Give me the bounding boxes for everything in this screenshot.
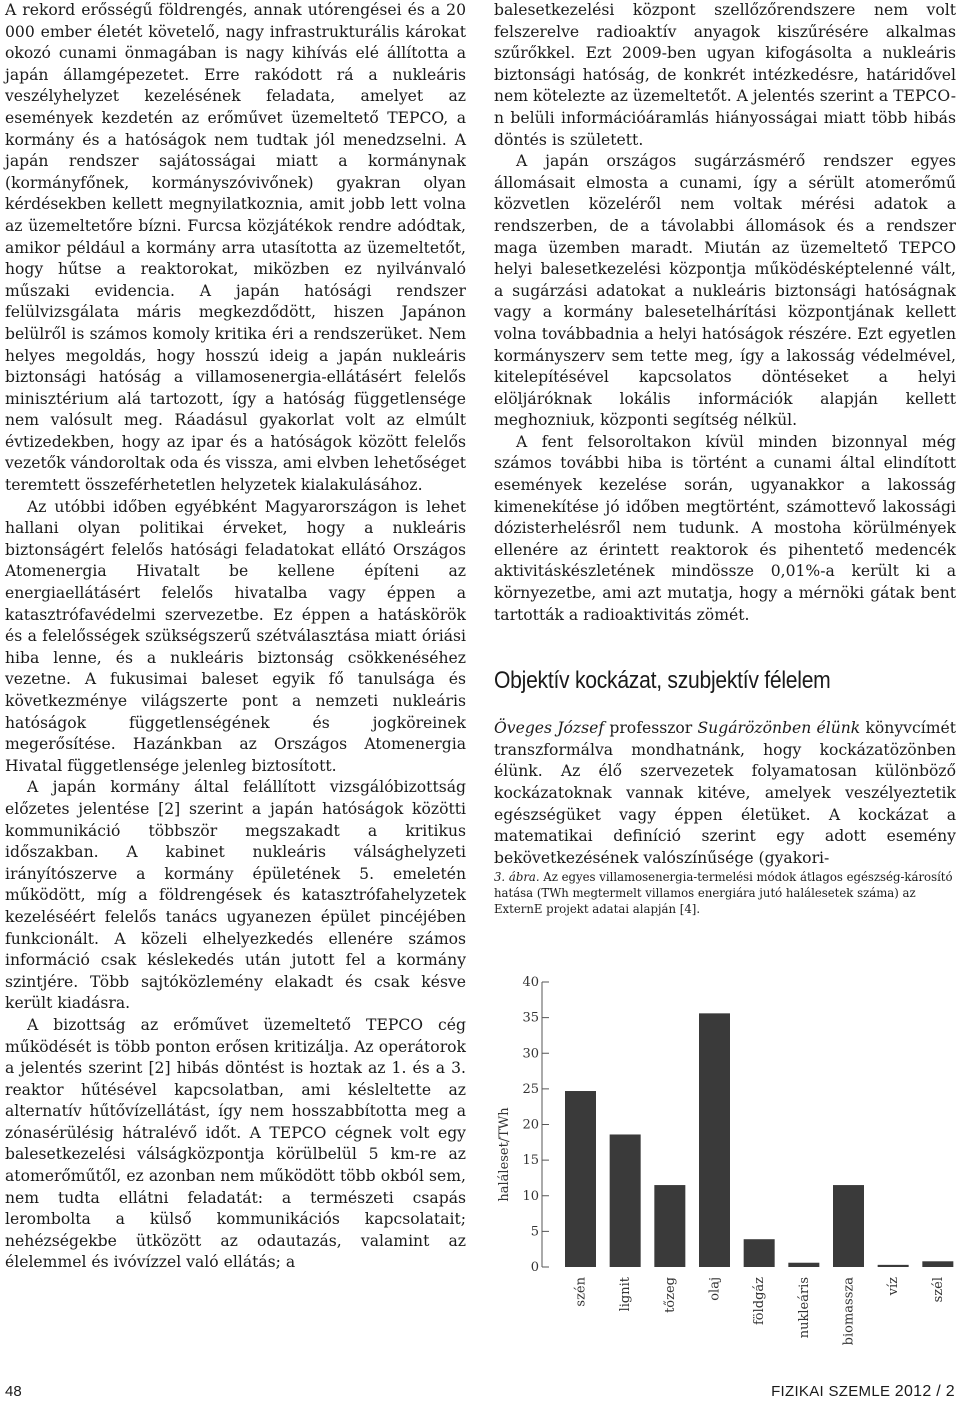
book-title: Sugárözönben élünk xyxy=(697,719,861,738)
bar-6 xyxy=(833,1185,864,1267)
x-tick-label: tőzeg xyxy=(662,1277,678,1313)
journal-issue: 2012 / 2 xyxy=(894,1383,955,1400)
paragraph: A bizottság az erőművet üzemeltető TEPCO cég működését is több ponton erősen kritizálja. Az operátorok a jelentés szerint [2] hibás döntést is hoztak az 1. és a 3. reaktor hűtésével kapcsolatban, ami késleltette az alternatív hűtővízellátást, így nem hosszabbította meg a zónasérülésig hátralévő időt. A TEPCO cégnek volt egy balesetkezelési válságközpontja körülbelül 5 km-re az atomerőműtől, ez azonban nem működött több okból sem, nem tudta ellátni feladatát: a természeti csapás lerombolta a külső kommunikációs kapcsolatait; nehézségekbe ütközött az odautazás, valamint az élelemmel és ivóvízzel való ellátás; a xyxy=(5,1015,466,1272)
bar-3 xyxy=(699,1013,730,1267)
bar-5 xyxy=(788,1263,819,1267)
x-tick-label: víz xyxy=(886,1277,902,1296)
section-paragraph xyxy=(494,718,956,869)
bar-chart xyxy=(492,965,954,1347)
x-tick-label: biomassza xyxy=(841,1277,857,1346)
journal-footer xyxy=(771,1383,955,1401)
y-tick-label: 10 xyxy=(522,1188,539,1204)
figure-caption-text: Az egyes villamosenergia-termelési módok átlagos egészség-károsító hatása (TWh megtermelt villamos energiára jutó halálesetek száma) az ExternE projekt adatai alapján [4]. xyxy=(494,870,953,917)
x-tick-label: földgáz xyxy=(752,1277,768,1326)
x-tick-label: olaj xyxy=(707,1277,723,1301)
bar-7 xyxy=(878,1265,909,1267)
bar-8 xyxy=(922,1261,953,1267)
y-tick-label: 20 xyxy=(522,1117,539,1133)
page-number: 48 xyxy=(5,1383,22,1400)
bar-0 xyxy=(565,1091,596,1267)
paragraph: A japán kormány által felállított vizsgálóbizottság előzetes jelentése [2] szerint a japán hatóságok közötti kommunikáció többször megszakadt a kritikus időszakban. A kabinet nukleáris válsághelyzeti irányítószerve a kormány épületének 5. emeletén működött, míg a földrengések és katasztrófahelyzetek kezeléséért felelős tanács ugyanezen épület pincéjében funkcionált. A közeli elhelyezkedés ellenére számos információ csak késlekedés után jutott fel a kormány szintjére. Több sajtóközlemény elakadt és csak késve került kiadásra. xyxy=(5,778,466,1013)
y-tick-label: 30 xyxy=(522,1046,539,1062)
x-tick-label: szél xyxy=(930,1277,946,1303)
author-name: Öveges József xyxy=(494,719,605,738)
y-tick-label: 0 xyxy=(530,1260,539,1275)
left-column xyxy=(5,0,466,1274)
y-axis-title: haláleset/TWh xyxy=(497,1107,512,1202)
x-tick-label: nukleáris xyxy=(796,1277,812,1339)
figure-label: 3. ábra. xyxy=(494,870,540,885)
right-column xyxy=(494,0,956,917)
paragraph: balesetkezelési központ szellőzőrendszere nem volt felszerelve radioaktív anyagok kiszűrésére alkalmas szűrőkkel. Ezt 2009-ben ugyan kifogásolta a nukleáris biztonsági hatóság, de konkrét intézkedésre, határidővel nem kötelezte az üzemeltetőt. A jelentés szerint a TEPCO-n belüli információáramlás hiányosságai miatt több hibás döntés is született. xyxy=(494,1,956,149)
text-run: könyvcímét transzformálva mondhatnánk, hogy kockázatözönben élünk. Az élő szervezetek folyamatosan különböző kockázatoknak vannak kitéve, amelyek veszélyeztetik egészségüket vagy éppen életüket. A kockázat a matematikai definíció szerint egy adott esemény bekövetkezésének valószínűsége (gyakori- xyxy=(494,719,956,867)
x-tick-label: lignit xyxy=(618,1277,634,1312)
y-tick-label: 15 xyxy=(522,1153,539,1169)
y-tick-label: 40 xyxy=(522,975,539,990)
section-title: Objektív kockázat, szubjektív félelem xyxy=(494,667,831,695)
x-tick-label: szén xyxy=(573,1277,589,1307)
figure-caption xyxy=(494,869,956,917)
paragraph: A rekord erősségű földrengés, annak utórengései és a 20 000 ember életét követelő, nagy infrastrukturális károkat okozó cunami önmagában is nagy kihívás elé állította a japán államgépezetet. Erre rakódott rá a nukleáris veszélyhelyzet kezelésének feladata, amelyet az események kezdetén az erőművet üzemeltető TEPCO, a kormány és a hatóságok nem tudtak jól menedzselni. A japán rendszer sajátosságai miatt a kormánynak (kormányfőnek, kormányszóvivőnek) gyakran olyan kérdésekben kellett megnyilatkoznia, amit jobb lett volna az üzemeltetőre bízni. Furcsa közjátékok rendre adódtak, amikor például a kormány arra utasította az üzemeltetőt, hogy hűtse a reaktorokat, miközben ez nyilvánvaló műszaki evidencia. A japán hatósági rendszer felülvizsgálata máris megkezdődött, hiszen Japánon belülről is számos komoly kritika éri a rendszerüket. Nem helyes megoldás, hogy hosszú ideig a japán nukleáris biztonsági hatóság a villamosenergia-ellátásért felelős minisztérium alá tartozott, így a hatóság függetlensége nem valósult meg. Ráadásul gyakorlat volt az elmúlt évtizedekben, hogy az ipar és a hatóságok között felelős vezetők vándoroltak oda és vissza, ami elvben lehetőséget teremtett összeférhetetlen helyzetek kialakulásához. xyxy=(5,1,467,495)
bar-4 xyxy=(744,1239,775,1267)
y-tick-label: 25 xyxy=(522,1081,539,1097)
bar-1 xyxy=(610,1134,641,1267)
paragraph: A japán országos sugárzásmérő rendszer egyes állomásait elmosta a cunami, így a sérült atomerőmű közvetlen közeléről nem voltak mérési adatok a rendszerben, de a távolabbi állomások és a rendszer maga üzemben maradt. Miután az üzemeltető TEPCO helyi balesetkezelési központja működésképtelenné vált, a sugárzási adatokat a nukleáris biztonsági hatóságnak vagy a kormány balesetelhárítási központjának kellett volna továbbadnia a helyi hatóságok részére. Ezt egyetlen kormányszerv sem tette meg, így a lakosság védelmével, kitelepítésével kapcsolatos döntéseket a helyi elöljáróknak lokális információk alapján kellett meghozniuk, központi segítség nélkül. xyxy=(494,152,956,430)
y-tick-label: 5 xyxy=(530,1224,539,1240)
journal-name: FIZIKAI SZEMLE xyxy=(771,1383,891,1400)
text-run: professzor xyxy=(604,719,698,738)
paragraph: A fent felsoroltakon kívül minden bizonnyal még számos további hiba is történt a cunami által elindított események kezelése során, ugyanakkor a lakosság kimenekítése jó időben megtörtént, számottevő lakossági dózisterhelésről nem tudunk. A mostoha körülmények ellenére az érintett reaktorok és pihentető medencék aktivitáskészletének mindössze 0,01%-a került ki a környezetbe, ami azt mutatja, hogy a mérnöki gátak bent tartották a radioaktivitás zömét. xyxy=(494,432,956,624)
bar-2 xyxy=(654,1185,685,1267)
paragraph: Az utóbbi időben egyébként Magyarországon is lehet hallani olyan politikai érveket, hogy a nukleáris biztonságért felelős hatósági feladatokat ellátó Országos Atomenergia Hivatalt be kellene építeni az energiaellátásért felelős hivatalba vagy éppen a katasztrófavédelmi szervezetbe. Ez éppen a hatáskörök és a felelősségek szükségszerű szétválasztása miatt óriási hiba lenne, és a nukleáris biztonság csökkenéséhez vezetne. A fukusimai baleset egyik fő tanulsága és következménye világszerte pont a nemzeti nukleáris hatóságok függetlenségének és jogköreinek megerősítése. Hazánkban az Országos Atomenergia Hivatal függetlensége jelenleg biztosított. xyxy=(5,497,466,775)
y-tick-label: 35 xyxy=(522,1010,539,1026)
